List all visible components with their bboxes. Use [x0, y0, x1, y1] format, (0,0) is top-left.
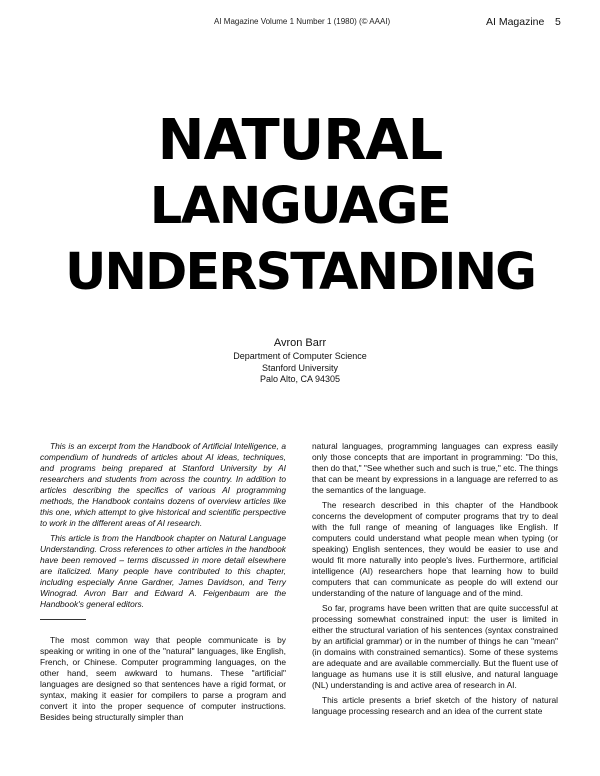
author-university: Stanford University: [261, 362, 339, 373]
author-department: Department of Computer Science: [233, 351, 367, 361]
title-line-2: LANGUAGE: [149, 177, 451, 236]
right-column: [312, 441, 558, 717]
author-location: Palo Alto, CA 94305: [259, 374, 341, 384]
left-column: [40, 441, 286, 723]
journal-name: AI Magazine: [486, 16, 545, 28]
section-divider: [40, 619, 86, 620]
body-paragraph: The most common way that people communicate is by speaking or writing in one of the "natural" languages, like English, French, or Chinese. Computer programming languages, on the other hand, seem awkward to humans. These "artificial" languages are designed so that sentences have a rigid format, or syntax, making it easier for compilers to parse a program and convert it into the proper sequence of computer instructions. Besides being structurally simpler than: [40, 635, 286, 722]
running-header: [0, 16, 600, 30]
body-paragraph: So far, programs have been written that are quite successful at processing somewhat constrained input: the user is limited in either the structural variation of his sentences (syntax constrained by an artificial grammar) or in the number of things he can "mean" (in domains with constrained semantics). Some of these systems are adequate and are available commercially. But the fluent use of language as humans use it is still elusive, and natural language (NL) understanding is and active area of research in AI.: [312, 603, 558, 690]
intro-paragraph: This article is from the Handbook chapter on Natural Language Understanding. Cross references to other articles in the handbook have been removed – terms discussed in more detail elsewhere are italicized. Many people have contributed to this chapter, including especially Anne Gardner, James Davidson, and Terry Winograd. Avron Barr and Edward A. Feigenbaum are the Handbook's general editors.: [40, 533, 286, 609]
title-line-3: UNDERSTANDING: [64, 243, 536, 302]
body-paragraph: natural languages, programming languages can express easily only those concepts that are important in programming: "Do this, then do that," "See whether such and such is true," etc. The things that can be meant by expressions in a language are referred to as the semantics of the language.: [312, 441, 558, 495]
body-paragraph: The research described in this chapter of the Handbook concerns the development of computer programs that try to deal with the full range of meaning of languages like English. If computers could understand what people mean when typing (or speaking) English sentences, they would be easier to use and would fit more naturally into people's lives. Furthermore, artificial intelligence (AI) researchers hope that learning how to build computers that can communicate as people do will extend our understanding of the nature of language and of the mind.: [312, 500, 558, 598]
title-line-1: NATURAL: [157, 108, 443, 173]
page-number: 5: [555, 16, 561, 28]
author-name: Avron Barr: [273, 337, 327, 349]
intro-paragraph: This is an excerpt from the Handbook of Artificial Intelligence, a compendium of hundreds of articles about AI ideas, techniques, and programs being prepared at Stanford University by AI researchers and students from across the country. In addition to articles describing the specifics of various AI programming methods, the Handbook contains dozens of overview articles like this one, which attempt to give historical and scientific perspective to work in the different areas of AI research.: [40, 441, 286, 528]
body-paragraph: This article presents a brief sketch of the history of natural language processing research and an idea of the current state: [312, 695, 558, 716]
author-byline: [0, 336, 600, 386]
citation-line: AI Magazine Volume 1 Number 1 (1980) (© AAAI): [214, 17, 391, 26]
article-title: [0, 108, 600, 306]
